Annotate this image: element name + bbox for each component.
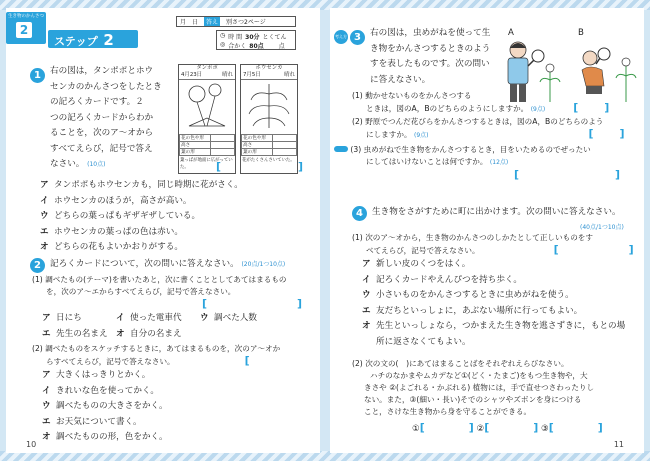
- record-card-dandelion: [178, 64, 236, 174]
- option-text: 調べたものの大きさをかく。: [56, 401, 168, 411]
- answer-bracket: ]: [619, 127, 625, 140]
- question-1-text: [50, 64, 180, 173]
- clock-icon: ◷: [220, 32, 226, 39]
- page-number-right: 11: [613, 440, 624, 449]
- figure-label-b: B: [578, 28, 584, 38]
- q4-sub1: [352, 232, 638, 350]
- option-key: イ: [362, 274, 371, 285]
- sub-label: (2): [32, 344, 43, 353]
- card-date: 4月23日: [181, 72, 203, 78]
- thinking-badge: 考え方: [334, 30, 348, 44]
- q1-line: の記ろくカードです。２: [50, 97, 144, 107]
- answer-page: 別さつ2ページ: [226, 19, 266, 26]
- answer-bracket: ]: [615, 168, 621, 181]
- score-box: [216, 30, 296, 50]
- q3-line: すを表したものです。次の問い: [370, 59, 490, 69]
- answer-bracket: [: [244, 354, 250, 367]
- sub-line: 調べたものをスケッチするときに，あてはまるものを，次のア～オか: [45, 344, 281, 353]
- card-table: [179, 134, 235, 156]
- question-4-title: 生き物をさがすために町に出かけます。次の問いに答えなさい。: [372, 207, 621, 217]
- card-row-label: 葉の形: [242, 149, 273, 156]
- option-text: 先生といっしょなら，つかまえた生き物を逃さずきに，もとの場: [376, 321, 626, 331]
- option-key: ア: [42, 313, 51, 323]
- option-text: お天気について書く。: [56, 416, 142, 427]
- sub-line: らすべてえらび，記号で答えなさい。: [46, 357, 175, 366]
- blank-label: ③: [541, 424, 549, 434]
- sub-line: ときは，図のA，Bのどちらのようにしますか。: [366, 104, 529, 113]
- time-label: 時 間: [228, 34, 243, 41]
- option-item: [40, 225, 243, 241]
- answer-bracket: ]: [297, 297, 303, 310]
- option-text: ホウセンカのほうが，高さが高い。: [54, 195, 192, 206]
- q1-options: [40, 178, 243, 256]
- option-text: 先生の名まえ: [56, 328, 108, 339]
- day-label: 日: [192, 19, 199, 26]
- page-number-left: 10: [26, 440, 37, 449]
- option-text: 小さいものをかんさつするときに虫めがねを使う。: [376, 290, 574, 300]
- option-key: エ: [362, 305, 371, 316]
- option-continuation: 所に返さなくてもよい。: [376, 336, 471, 347]
- answer-label: 答え: [206, 19, 219, 26]
- option-text: 自分の名まえ: [130, 328, 182, 339]
- answer-bracket: ]: [298, 160, 304, 173]
- q3-sub2: [352, 116, 638, 142]
- card-row-label: 高さ: [242, 142, 273, 149]
- card-weather: 晴れ: [284, 72, 295, 78]
- question-1-number: 1: [30, 68, 45, 83]
- sub-line: 動かせないものをかんさつする: [365, 91, 472, 100]
- q1-line: すべてえらび，記号で答え: [50, 143, 153, 154]
- option-text: 調べたものの形，色をかく。: [56, 432, 168, 442]
- month-label: 月: [180, 19, 187, 26]
- step-number-big: 2: [103, 31, 114, 49]
- option-text: ホウセンカの葉っぱの色は赤い。: [54, 226, 183, 237]
- option-key: イ: [42, 385, 51, 396]
- option-key: イ: [40, 195, 49, 206]
- card-note: 花がたくさんさいていた。: [242, 158, 295, 163]
- sub-line: 野原でつんだ花びらをかんさつするときは，図のA，Bのどちらのよう: [365, 117, 604, 126]
- check-label: とくてん: [262, 34, 287, 41]
- option-key: ウ: [40, 211, 49, 221]
- q2-sub1: [32, 274, 314, 342]
- option-text: 新しい皮のくつをはく。: [376, 259, 471, 269]
- option-key: ウ: [362, 290, 371, 300]
- right-page: [330, 8, 644, 453]
- sub-points: (12点): [489, 159, 509, 166]
- sub-line: 調べたもの(テーマ)を書いたあと，次に書くこととしてあてはまるもの: [45, 275, 287, 284]
- left-page: [6, 8, 320, 453]
- q1-line: なさい。: [50, 159, 85, 169]
- card-note: 葉っぱが地面に広がっていた。: [180, 158, 233, 170]
- card-row-label: 花の色や形: [180, 135, 211, 142]
- dandelion-sketch: [179, 80, 235, 130]
- question-3-number: 3: [350, 30, 365, 45]
- pass-value: 80点: [249, 43, 264, 50]
- q3-line: 右の図は，虫めがねを使って生: [370, 28, 491, 38]
- question-2-number: 2: [30, 258, 45, 273]
- sub-label: (3): [350, 145, 362, 154]
- sub-line: こと，さけな生き物から身を守ることができる。: [364, 407, 532, 416]
- card-row-label: 高さ: [180, 142, 211, 149]
- step-title: ステップ: [54, 35, 98, 48]
- time-value: 30分: [245, 34, 260, 41]
- option-item: [40, 209, 243, 225]
- sub-label: (1): [32, 275, 43, 284]
- sub-line: ハチのなかまやムカデなど①(どく・たまご)をもつ生き物や，大: [370, 371, 588, 380]
- chapter-tab: [6, 12, 46, 44]
- option-text: どちらの花もよいかおりがする。: [54, 242, 183, 252]
- sub-line: にしてはいけないことは何ですか。: [366, 157, 488, 166]
- option-key: オ: [40, 242, 49, 252]
- q3-line: き物をかんさつするときのよう: [370, 43, 491, 54]
- card-table: [241, 134, 297, 156]
- mini-title: 生き物のかんさつ: [8, 14, 44, 19]
- medal-icon: ◎: [220, 41, 226, 48]
- question-4-number: 4: [352, 206, 367, 221]
- q4-points: (40点/1つ10点): [580, 224, 624, 231]
- sub-line: 虫めがねで生き物をかんさつするとき，目をいためるのでぜったい: [363, 145, 591, 154]
- sub-line: にしますか。: [366, 130, 412, 139]
- option-text: 友だちといっしょに，あぶない場所に行ってもよい。: [376, 305, 583, 316]
- step-banner: [48, 30, 138, 48]
- q3-sub3: [334, 144, 638, 182]
- answer-bracket: ]: [604, 101, 610, 114]
- q4-sub2: [352, 358, 638, 438]
- option-item: [40, 194, 243, 210]
- q3-sub1: [352, 90, 638, 116]
- sub-label: (2): [352, 359, 363, 368]
- hint-icon: [334, 146, 348, 152]
- option-item: [40, 240, 243, 256]
- option-key: ア: [40, 180, 49, 190]
- option-key: ウ: [42, 401, 51, 411]
- answer-bracket: [: [484, 421, 490, 434]
- record-card-balsam: [240, 64, 298, 174]
- sub-label: (2): [352, 117, 363, 126]
- option-text: 大きくはっきりとかく。: [56, 370, 151, 380]
- card-row-label: 花の色や形: [242, 135, 273, 142]
- sub-points: (9点): [413, 132, 429, 139]
- date-box: [176, 16, 296, 27]
- card-row-label: 葉の形: [180, 149, 211, 156]
- card-name: タンポポ: [196, 65, 218, 71]
- balsam-sketch: [241, 80, 297, 130]
- sub-points: (9点): [530, 106, 546, 113]
- blank-label: ②: [476, 424, 485, 434]
- sub-line: 次の文の( )にあてはまることばをそれぞれえらびなさい。: [365, 359, 569, 368]
- answer-bracket: [: [202, 297, 208, 310]
- option-key: エ: [42, 328, 51, 339]
- option-text: 調べた人数: [214, 313, 257, 323]
- option-text: 使った電車代: [130, 313, 182, 323]
- option-text: どちらの葉っぱもギザギザしている。: [54, 211, 201, 221]
- option-key: オ: [42, 432, 51, 442]
- sub-line: 次のア～オから，生き物のかんさつのしかたとして正しいものをす: [365, 233, 593, 242]
- sub-line: を，次のア～エからすべてえらび，記号で答えなさい。: [46, 287, 236, 296]
- sub-line: ない。また，③(細い・長い)そでのシャツやズボンを身につける: [364, 395, 582, 404]
- option-key: エ: [42, 416, 51, 427]
- option-text: タンポポもホウセンカも，同じ時期に花がさく。: [54, 180, 243, 190]
- option-key: ア: [362, 259, 371, 269]
- answer-bracket: ]: [533, 421, 539, 434]
- step-badge-number: 2: [16, 22, 32, 38]
- q2-title-text: 記ろくカードについて，次の問いに答えなさい。: [50, 259, 239, 269]
- answer-bracket: ]: [597, 421, 603, 434]
- q1-line: つの記ろくカードからわか: [50, 112, 154, 123]
- q2-sub2: [32, 343, 314, 446]
- option-key: オ: [116, 328, 125, 339]
- q3-line: に答えなさい。: [370, 74, 431, 85]
- answer-bracket: [: [514, 168, 520, 181]
- q1-line: 右の図は，タンポポとホウ: [50, 66, 154, 76]
- card-weather: 晴れ: [222, 72, 233, 78]
- pass-label: 合かく: [228, 43, 247, 50]
- figure-label-a: A: [508, 28, 514, 38]
- option-text: きれいな色を使ってかく。: [56, 385, 159, 396]
- option-text: 日にち: [56, 313, 82, 323]
- option-key: イ: [116, 313, 125, 323]
- q2-points: (20点/1つ10点): [241, 261, 286, 268]
- card-name: ホウセンカ: [255, 65, 283, 71]
- q1-line: センカのかんさつをしたとき: [50, 81, 162, 92]
- blank-label: ①: [412, 424, 420, 434]
- sub-label: (1): [352, 233, 363, 242]
- score-unit: 点: [278, 43, 285, 50]
- question-2-title: [50, 257, 285, 273]
- q1-points: (10点): [87, 161, 106, 168]
- sub-label: (1): [352, 91, 363, 100]
- q1-line: ることを，次のア～オから: [50, 128, 154, 138]
- option-item: [40, 178, 243, 194]
- option-key: ア: [42, 370, 51, 380]
- option-key: ウ: [200, 313, 209, 323]
- answer-bracket: ]: [468, 421, 474, 434]
- answer-bracket: [: [553, 243, 559, 256]
- option-key: オ: [362, 321, 371, 331]
- answer-bracket: [: [419, 421, 425, 434]
- sub-line: べてえらび，記号で答えなさい。: [366, 246, 480, 255]
- answer-bracket: [: [548, 421, 554, 434]
- answer-bracket: [: [588, 127, 594, 140]
- answer-bracket: [: [573, 101, 579, 114]
- card-date: 7月5日: [243, 72, 261, 78]
- blank-row: [352, 420, 638, 438]
- option-text: 記ろくカードやえんぴつを持ち歩く。: [376, 274, 522, 285]
- answer-bracket: ]: [628, 243, 634, 256]
- option-key: エ: [40, 226, 49, 237]
- answer-bracket: [: [216, 160, 222, 173]
- sub-line: きさや ②(よごれる・かぶれる) 植物には，手で直せつさわったりし: [364, 383, 595, 392]
